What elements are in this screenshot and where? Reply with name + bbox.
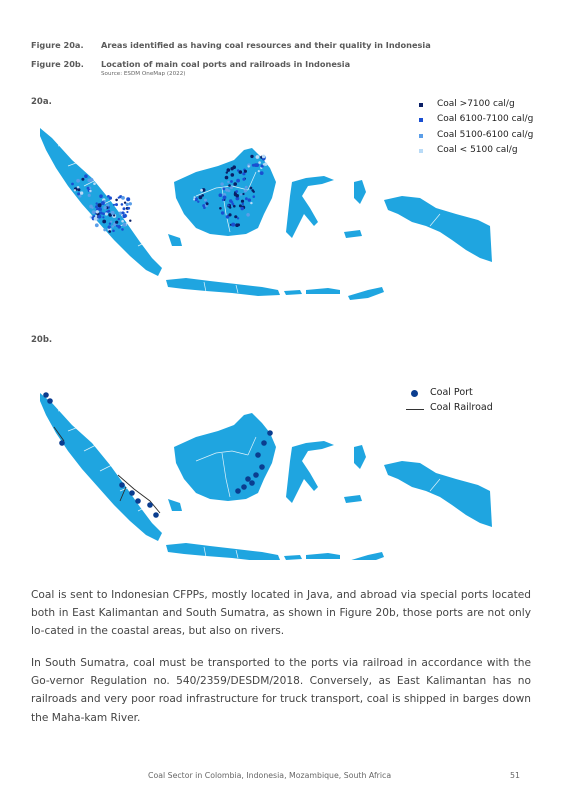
coal-deposit-point — [108, 230, 111, 233]
coal-deposit-point — [239, 204, 242, 207]
coal-deposit-point — [91, 217, 93, 219]
body-paragraph: Coal is sent to Indonesian CFPPs, mostly located in Java, and abroad via special ports located both in East Kalimantan and South Sumatra, as shown in Figure 20b, those ports are not only lo-cated in the coastal areas, but also on rivers. — [31, 589, 531, 638]
page-number: 51 — [510, 771, 520, 780]
coal-deposit-point — [105, 212, 108, 215]
coal-port-marker — [59, 440, 65, 446]
island-java — [166, 543, 280, 560]
legend-label: Coal 5100-6100 cal/g — [437, 129, 534, 140]
coal-deposit-point — [199, 196, 203, 200]
coal-deposit-point — [237, 223, 240, 226]
coal-deposit-point — [245, 197, 248, 200]
coal-deposit-point — [219, 193, 223, 197]
coal-deposit-point — [233, 182, 237, 186]
coal-deposit-point — [242, 178, 245, 181]
coal-deposit-point — [227, 204, 229, 206]
coal-deposit-point — [99, 208, 102, 211]
coal-port-marker — [235, 488, 241, 494]
coal-port-marker — [119, 482, 125, 488]
map-a-label: 20a. — [31, 97, 52, 107]
coal-port-marker — [267, 430, 273, 436]
coal-deposit-point — [115, 203, 118, 206]
coal-deposit-point — [228, 213, 231, 216]
legend-swatch — [419, 118, 423, 122]
legend-label: Coal 6100-7100 cal/g — [437, 114, 534, 125]
coal-deposit-point — [242, 193, 244, 195]
indonesia-islands-b — [40, 393, 492, 560]
island-papua — [384, 196, 492, 262]
coal-deposit-point — [219, 207, 222, 210]
legend-swatch — [419, 149, 423, 153]
coal-deposit-point — [229, 206, 231, 208]
coal-deposit-point — [220, 182, 223, 185]
coal-deposit-point — [200, 189, 203, 192]
island-sulawesi — [286, 441, 334, 503]
coal-deposit-point — [77, 192, 80, 195]
coal-deposit-point — [263, 163, 265, 165]
coal-deposit-point — [248, 198, 251, 201]
coal-deposit-point — [96, 202, 98, 204]
island-java — [166, 278, 280, 296]
island-timor — [348, 287, 384, 300]
coal-port-marker — [253, 472, 259, 478]
legend-label: Coal < 5100 cal/g — [437, 144, 518, 155]
figure-20b-label: Figure 20b. — [31, 59, 84, 69]
legend-label: Coal >7100 cal/g — [437, 99, 515, 109]
coal-deposit-point — [98, 215, 102, 219]
coal-deposit-point — [92, 210, 96, 214]
island-papua — [384, 461, 492, 527]
coal-deposit-point — [87, 179, 91, 183]
coal-port-marker — [241, 484, 247, 490]
coal-deposit-point — [99, 211, 102, 214]
coal-deposit-point — [121, 220, 124, 223]
coal-deposit-point — [111, 225, 114, 228]
coal-deposit-point — [112, 230, 115, 233]
coal-port-marker — [255, 452, 261, 458]
coal-deposit-point — [250, 202, 252, 204]
map-a-coal-quality — [0, 95, 561, 310]
coal-deposit-point — [235, 216, 237, 218]
coal-deposit-point — [117, 225, 121, 229]
island-bangka — [168, 234, 182, 246]
coal-deposit-point — [129, 202, 132, 205]
island-sumatra — [40, 393, 162, 541]
coal-deposit-point — [195, 198, 198, 201]
coal-port-marker — [153, 512, 159, 518]
coal-port-marker — [129, 490, 135, 496]
coal-port-marker — [259, 464, 265, 470]
coal-deposit-point — [227, 168, 231, 172]
island-timor — [348, 552, 384, 560]
coal-deposit-point — [110, 221, 112, 223]
coal-deposit-point — [248, 165, 250, 167]
body-paragraph: In South Sumatra, coal must be transported to the ports via railroad in accordance with the Go-vernor Regulation no. 540/2359/DESDM/2018. Conversely, as East Kalimantan has no railroads and very poor road infrastructure for truck transport, coal is shipped in barges down the Maha-kam River. — [31, 657, 531, 724]
coal-deposit-point — [223, 196, 227, 200]
island-maluku — [344, 445, 366, 503]
coal-deposit-point — [246, 213, 250, 217]
map-b-label: 20b. — [31, 335, 53, 345]
coal-deposit-point — [244, 189, 247, 192]
coal-deposit-point — [89, 205, 93, 209]
coal-port-icon — [411, 390, 418, 397]
coal-deposit-point — [228, 184, 231, 187]
coal-deposit-point — [227, 181, 229, 183]
coal-deposit-point — [258, 170, 260, 172]
coal-deposit-point — [101, 201, 105, 205]
coal-deposit-point — [225, 176, 229, 180]
coal-deposit-point — [250, 187, 253, 190]
coal-deposit-point — [253, 191, 255, 193]
coal-port-marker — [135, 498, 141, 504]
coal-deposit-point — [95, 205, 98, 208]
coal-deposit-point — [231, 223, 235, 227]
coal-deposit-point — [121, 228, 124, 231]
coal-deposit-point — [231, 173, 235, 177]
coal-deposit-point — [102, 220, 106, 224]
legend-swatch — [419, 103, 423, 107]
coal-deposit-point — [109, 223, 111, 225]
coal-deposit-point — [103, 206, 106, 209]
coal-deposit-point — [129, 220, 131, 222]
coal-deposit-point — [74, 189, 76, 191]
coal-deposit-point — [77, 188, 80, 191]
coal-deposit-point — [118, 197, 120, 199]
coal-port-marker — [249, 480, 255, 486]
coal-deposit-point — [81, 178, 84, 181]
coal-deposit-point — [99, 194, 103, 198]
coal-deposit-point — [242, 203, 244, 205]
coal-deposit-point — [197, 201, 199, 203]
coal-deposit-point — [113, 204, 115, 206]
coal-deposit-point — [250, 155, 253, 158]
coal-deposit-point — [262, 155, 266, 159]
island-bali-nusa — [284, 553, 340, 560]
coal-deposit-point — [256, 155, 260, 159]
coal-deposit-point — [229, 199, 232, 202]
coal-deposit-point — [255, 163, 259, 167]
legend-swatch — [419, 134, 423, 138]
coal-port-marker — [245, 476, 251, 482]
coal-deposit-point — [252, 164, 255, 167]
coal-deposit-point — [71, 183, 74, 186]
coal-deposit-point — [236, 179, 240, 183]
coal-deposit-point — [109, 196, 112, 199]
coal-deposit-point — [234, 193, 237, 196]
coal-deposit-point — [126, 211, 128, 213]
coal-deposit-point — [126, 197, 130, 201]
figure-20a-label: Figure 20a. — [31, 40, 84, 50]
coal-deposit-point — [245, 186, 248, 189]
coal-deposit-point — [232, 165, 236, 169]
coal-deposit-point — [118, 218, 120, 220]
coal-deposit-point — [241, 207, 244, 210]
coal-deposit-point — [96, 210, 99, 213]
map-b-ports-railroads — [0, 360, 561, 560]
figure-20b-title: Location of main coal ports and railroads in Indonesia — [101, 59, 351, 69]
coal-deposit-point — [126, 203, 129, 206]
coal-deposit-point — [193, 198, 195, 200]
legend-label: Coal Port — [430, 387, 473, 398]
figure-20a-title: Areas identified as having coal resources and their quality in Indonesia — [101, 40, 431, 50]
coal-deposit-point — [221, 211, 224, 214]
island-sumatra — [40, 128, 162, 276]
coal-deposit-point — [123, 207, 126, 210]
coal-deposit-point — [127, 207, 130, 210]
coal-port-marker — [43, 392, 49, 398]
island-bangka — [168, 499, 182, 511]
coal-deposit-point — [121, 203, 124, 206]
coal-deposit-point — [93, 182, 96, 185]
coal-deposit-point — [102, 212, 105, 215]
coal-deposit-point — [76, 179, 80, 183]
coal-deposit-point — [260, 171, 264, 175]
coal-deposit-point — [95, 223, 99, 227]
coal-deposit-point — [121, 196, 125, 200]
coal-deposit-point — [111, 211, 115, 215]
coal-deposit-point — [108, 225, 111, 228]
railroad-line-icon — [406, 409, 424, 410]
coal-port-marker — [147, 502, 153, 508]
island-bali-nusa — [284, 288, 340, 295]
coal-deposit-point — [244, 170, 247, 173]
coal-port-marker — [47, 398, 53, 404]
coal-deposit-point — [230, 180, 233, 183]
coal-deposit-point — [203, 206, 206, 209]
coal-deposit-point — [233, 205, 236, 208]
coal-deposit-point — [240, 193, 242, 195]
coal-deposit-point — [228, 189, 231, 192]
figure-source: Source: ESDM OneMap (2022) — [101, 71, 186, 77]
coal-deposit-point — [123, 223, 127, 227]
coal-deposit-point — [204, 199, 207, 202]
island-kalimantan — [174, 148, 276, 236]
coal-deposit-point — [89, 190, 91, 192]
coal-deposit-point — [94, 217, 98, 221]
coal-deposit-point — [222, 187, 225, 190]
coal-deposit-point — [194, 196, 196, 198]
legend-label: Coal Railroad — [430, 402, 493, 413]
coal-deposit-point — [115, 199, 118, 202]
coal-deposit-point — [102, 216, 104, 218]
coal-deposit-point — [88, 194, 91, 197]
coal-deposit-point — [84, 174, 88, 178]
coal-deposit-point — [258, 161, 261, 164]
footer-title: Coal Sector in Colombia, Indonesia, Mozambique, South Africa — [148, 771, 392, 780]
island-kalimantan — [174, 413, 276, 501]
coal-deposit-point — [106, 204, 109, 207]
coal-deposit-point — [122, 211, 125, 214]
island-maluku — [344, 180, 366, 238]
coal-deposit-point — [237, 169, 239, 171]
coal-deposit-point — [253, 195, 256, 198]
coal-port-marker — [261, 440, 267, 446]
coal-deposit-point — [206, 202, 209, 205]
coal-deposit-point — [115, 221, 118, 224]
coal-deposit-point — [241, 200, 244, 203]
coal-deposit-point — [80, 191, 83, 194]
island-sulawesi — [286, 176, 334, 238]
coal-deposit-point — [235, 190, 238, 193]
coal-deposit-point — [103, 228, 106, 231]
